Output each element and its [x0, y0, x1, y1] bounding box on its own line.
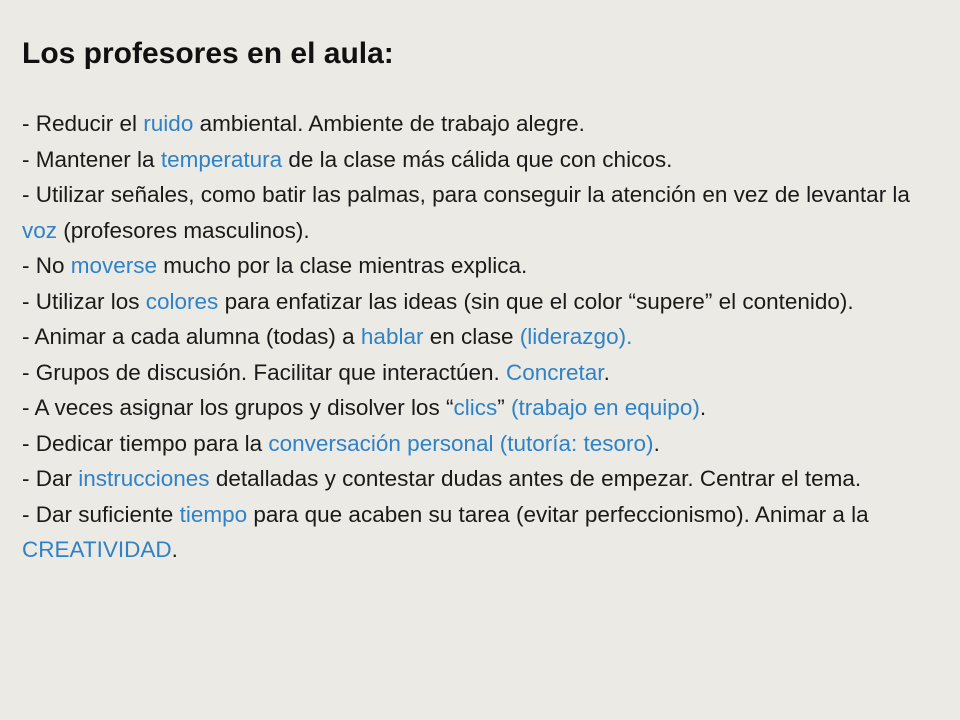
item-text: - Dar: [22, 466, 79, 491]
item-text: .: [603, 359, 610, 385]
highlighted-keyword: colores: [145, 288, 219, 314]
highlighted-keyword: (liderazgo).: [519, 324, 633, 349]
item-text: - Utilizar los: [22, 288, 146, 314]
item-text: - Utilizar señales, como batir las palmas, para conseguir la atención en vez de levantar la: [22, 182, 910, 207]
guideline-item: [22, 248, 930, 284]
highlighted-keyword: voz: [22, 217, 58, 243]
slide-title: Los profesores en el aula:: [22, 37, 394, 70]
item-text: .: [171, 537, 178, 562]
item-text: - Mantener la: [22, 146, 161, 172]
highlighted-keyword: moverse: [70, 253, 158, 278]
item-text: ”: [497, 395, 511, 420]
highlighted-keyword: tiempo: [179, 501, 248, 527]
highlighted-keyword: (trabajo en equipo): [510, 395, 700, 420]
guideline-item: [22, 284, 930, 320]
item-text: mucho por la clase mientras explica.: [157, 253, 528, 278]
item-text: - Dedicar tiempo para la: [22, 430, 269, 456]
item-text: .: [653, 430, 660, 456]
item-text: .: [699, 395, 707, 420]
item-text: (profesores masculinos).: [57, 217, 310, 243]
guideline-item: [22, 426, 930, 462]
item-text: en clase: [423, 324, 520, 349]
guideline-item: [22, 319, 930, 355]
item-text: ambiental. Ambiente de trabajo alegre.: [193, 111, 585, 136]
guideline-item: [22, 355, 930, 391]
highlighted-keyword: temperatura: [160, 146, 283, 172]
highlighted-keyword: conversación personal (tutoría: tesoro): [268, 430, 654, 456]
item-text: de la clase más cálida que con chicos.: [282, 146, 673, 172]
guideline-item: [22, 106, 930, 142]
guideline-item: [22, 177, 930, 248]
item-text: para enfatizar las ideas (sin que el color “supere” el contenido).: [218, 288, 854, 314]
highlighted-keyword: instrucciones: [78, 466, 210, 491]
highlighted-keyword: Concretar: [506, 359, 604, 385]
highlighted-keyword: clics: [453, 395, 498, 420]
item-text: - No: [22, 253, 71, 278]
item-text: para que acaben su tarea (evitar perfeccionismo). Animar a la: [247, 501, 869, 527]
item-text: - Dar suficiente: [22, 501, 180, 527]
highlighted-keyword: ruido: [143, 111, 194, 136]
item-text: detalladas y contestar dudas antes de empezar. Centrar el tema.: [209, 466, 862, 491]
item-text: - A veces asignar los grupos y disolver los “: [22, 395, 454, 420]
guideline-list: [22, 106, 930, 568]
guideline-item: [22, 461, 930, 497]
guideline-item: [22, 390, 930, 426]
item-text: - Reducir el: [22, 111, 144, 136]
item-text: - Grupos de discusión. Facilitar que interactúen.: [22, 359, 506, 385]
guideline-item: [22, 142, 930, 178]
guideline-item: [22, 497, 930, 568]
highlighted-keyword: hablar: [360, 324, 424, 349]
item-text: - Animar a cada alumna (todas) a: [22, 324, 361, 349]
highlighted-keyword: CREATIVIDAD: [22, 537, 172, 562]
